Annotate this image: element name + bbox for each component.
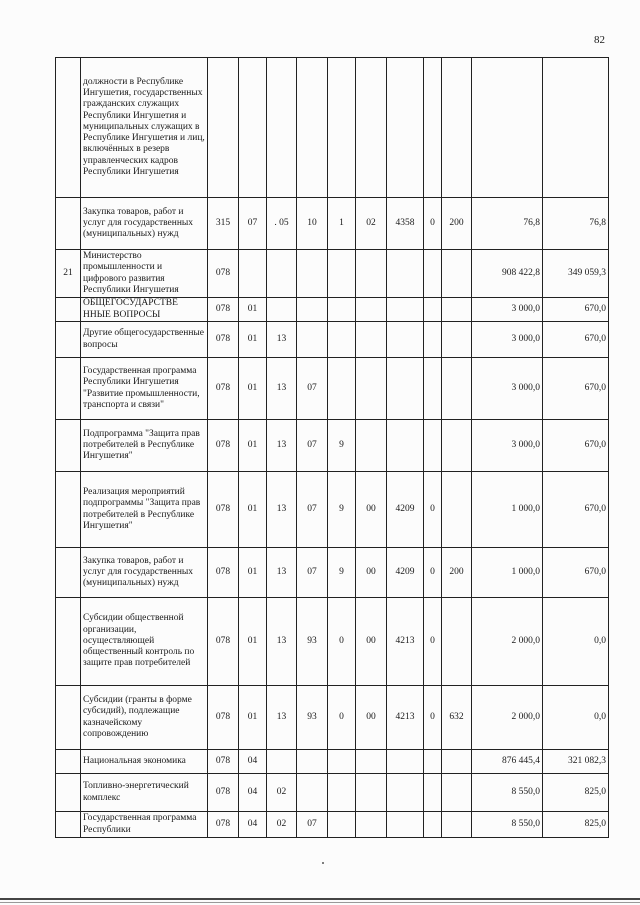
code-vr: [442, 420, 472, 472]
amount-2: [543, 58, 609, 198]
code-cs-3: [356, 358, 387, 420]
item-name: Другие общегосударственные вопросы: [81, 322, 208, 358]
code-cs-4: [387, 250, 424, 298]
code-vr: [442, 598, 472, 686]
row-number: [56, 420, 81, 472]
table-row: [56, 420, 609, 472]
code-cs-1: 07: [297, 548, 328, 598]
item-name: ОБЩЕГОСУДАРСТВЕ ННЫЕ ВОПРОСЫ: [81, 298, 208, 322]
amount-2: 670,0: [543, 472, 609, 548]
table-row: [56, 298, 609, 322]
amount-1: 3 000,0: [472, 420, 543, 472]
code-pr: 13: [267, 322, 297, 358]
code-vr: [442, 812, 472, 838]
code-cs-2: 0: [328, 686, 356, 750]
code-pr: [267, 58, 297, 198]
code-cs-5: [424, 750, 442, 774]
code-vr: [442, 322, 472, 358]
code-rz: 01: [239, 598, 267, 686]
code-cs-4: 4213: [387, 686, 424, 750]
table-row: [56, 812, 609, 838]
amount-2: 321 082,3: [543, 750, 609, 774]
code-cs-5: [424, 420, 442, 472]
code-cs-4: [387, 298, 424, 322]
code-gr: [208, 58, 239, 198]
table-row: [56, 58, 609, 198]
code-cs-1: 07: [297, 420, 328, 472]
code-cs-5: 0: [424, 598, 442, 686]
code-cs-3: 00: [356, 548, 387, 598]
code-cs-2: [328, 750, 356, 774]
code-cs-4: [387, 358, 424, 420]
code-cs-4: [387, 420, 424, 472]
code-cs-4: 4358: [387, 198, 424, 250]
code-gr: 078: [208, 598, 239, 686]
row-number: [56, 322, 81, 358]
budget-table: [55, 57, 609, 838]
code-cs-1: [297, 298, 328, 322]
scan-edge-line-2: [0, 902, 640, 903]
code-gr: 078: [208, 472, 239, 548]
table-row: [56, 198, 609, 250]
code-cs-3: [356, 250, 387, 298]
row-number: [56, 198, 81, 250]
code-rz: 04: [239, 774, 267, 812]
code-gr: 078: [208, 686, 239, 750]
table-row: [56, 686, 609, 750]
code-cs-5: [424, 774, 442, 812]
row-number: [56, 298, 81, 322]
item-name: Топливно-энергетический комплекс: [81, 774, 208, 812]
row-number: [56, 358, 81, 420]
amount-2: 670,0: [543, 358, 609, 420]
code-cs-4: [387, 322, 424, 358]
code-cs-2: [328, 358, 356, 420]
code-pr: 13: [267, 472, 297, 548]
code-cs-5: 0: [424, 472, 442, 548]
code-cs-1: 07: [297, 472, 328, 548]
item-name: Министерство промышленности и цифрового развития Республики Ингушетия: [81, 250, 208, 298]
code-cs-3: [356, 322, 387, 358]
code-vr: [442, 58, 472, 198]
code-gr: 078: [208, 358, 239, 420]
code-rz: 01: [239, 322, 267, 358]
table-row: [56, 472, 609, 548]
table-row: [56, 598, 609, 686]
amount-1: 1 000,0: [472, 472, 543, 548]
amount-2: 0,0: [543, 598, 609, 686]
code-pr: 02: [267, 774, 297, 812]
code-cs-1: [297, 322, 328, 358]
code-rz: [239, 250, 267, 298]
code-cs-5: [424, 250, 442, 298]
code-rz: 01: [239, 358, 267, 420]
code-vr: 200: [442, 198, 472, 250]
code-pr: 13: [267, 358, 297, 420]
table-row: [56, 750, 609, 774]
amount-1: 8 550,0: [472, 774, 543, 812]
code-vr: [442, 750, 472, 774]
code-rz: 04: [239, 812, 267, 838]
code-cs-1: [297, 58, 328, 198]
code-vr: [442, 358, 472, 420]
code-gr: 078: [208, 420, 239, 472]
code-gr: 078: [208, 250, 239, 298]
code-cs-1: 07: [297, 358, 328, 420]
code-cs-3: [356, 58, 387, 198]
code-cs-3: 00: [356, 472, 387, 548]
table-row: [56, 774, 609, 812]
amount-1: 876 445,4: [472, 750, 543, 774]
row-number: [56, 686, 81, 750]
code-gr: 078: [208, 548, 239, 598]
row-number: 21: [56, 250, 81, 298]
code-cs-3: [356, 298, 387, 322]
amount-2: 76,8: [543, 198, 609, 250]
code-cs-5: [424, 322, 442, 358]
code-cs-4: [387, 58, 424, 198]
table-row: [56, 322, 609, 358]
amount-1: 2 000,0: [472, 686, 543, 750]
code-rz: 04: [239, 750, 267, 774]
amount-1: 3 000,0: [472, 358, 543, 420]
code-pr: 13: [267, 686, 297, 750]
amount-2: 349 059,3: [543, 250, 609, 298]
row-number: [56, 774, 81, 812]
code-cs-4: 4209: [387, 472, 424, 548]
amount-2: 670,0: [543, 420, 609, 472]
code-gr: 315: [208, 198, 239, 250]
code-cs-2: [328, 322, 356, 358]
code-pr: 02: [267, 812, 297, 838]
item-name: Реализация мероприятий подпрограммы "Защита прав потребителей в Республике Ингушетия": [81, 472, 208, 548]
code-pr: 13: [267, 548, 297, 598]
code-cs-1: [297, 774, 328, 812]
page-number: 82: [594, 34, 605, 46]
scan-speck: [322, 862, 324, 864]
item-name: Государственная программа Республики Ингушетия "Развитие промышленности, транспорта и связи": [81, 358, 208, 420]
code-rz: 01: [239, 472, 267, 548]
code-cs-2: 9: [328, 420, 356, 472]
code-gr: 078: [208, 750, 239, 774]
code-cs-5: 0: [424, 548, 442, 598]
code-cs-5: [424, 58, 442, 198]
code-cs-2: 1: [328, 198, 356, 250]
code-cs-5: 0: [424, 686, 442, 750]
code-rz: 07: [239, 198, 267, 250]
scan-edge-line: [0, 898, 640, 900]
item-name: Закупка товаров, работ и услуг для государственных (муниципальных) нужд: [81, 198, 208, 250]
amount-1: 3 000,0: [472, 298, 543, 322]
code-rz: 01: [239, 298, 267, 322]
code-pr: . 05: [267, 198, 297, 250]
code-cs-2: [328, 250, 356, 298]
code-cs-1: 93: [297, 598, 328, 686]
amount-2: 670,0: [543, 548, 609, 598]
code-cs-4: [387, 750, 424, 774]
item-name: должности в Республике Ингушетия, государственных гражданских служащих Республики Ингушетия и муниципальных служащих в Республике Ингушетия и лиц, включённых в резерв управленческих кадров Республики Ингушетия: [81, 58, 208, 198]
code-cs-3: [356, 774, 387, 812]
amount-2: 670,0: [543, 298, 609, 322]
code-cs-2: [328, 58, 356, 198]
item-name: Субсидии общественной организации, осуществляющей общественный контроль по защите прав потребителей: [81, 598, 208, 686]
row-number: [56, 472, 81, 548]
amount-1: 1 000,0: [472, 548, 543, 598]
code-cs-3: [356, 750, 387, 774]
code-pr: 13: [267, 598, 297, 686]
row-number: [56, 548, 81, 598]
item-name: Закупка товаров, работ и услуг для государственных (муниципальных) нужд: [81, 548, 208, 598]
code-pr: 13: [267, 420, 297, 472]
code-gr: 078: [208, 298, 239, 322]
code-cs-1: 10: [297, 198, 328, 250]
code-cs-3: [356, 812, 387, 838]
amount-1: 908 422,8: [472, 250, 543, 298]
amount-1: [472, 58, 543, 198]
row-number: [56, 750, 81, 774]
code-cs-4: 4213: [387, 598, 424, 686]
code-cs-1: [297, 750, 328, 774]
code-cs-4: 4209: [387, 548, 424, 598]
code-cs-2: [328, 812, 356, 838]
code-pr: [267, 750, 297, 774]
row-number: [56, 58, 81, 198]
code-cs-3: [356, 420, 387, 472]
code-vr: [442, 774, 472, 812]
amount-2: 670,0: [543, 322, 609, 358]
code-cs-3: 02: [356, 198, 387, 250]
code-vr: [442, 250, 472, 298]
item-name: Государственная программа Республики: [81, 812, 208, 838]
code-cs-3: 00: [356, 686, 387, 750]
amount-1: 2 000,0: [472, 598, 543, 686]
code-cs-4: [387, 774, 424, 812]
row-number: [56, 598, 81, 686]
code-vr: [442, 472, 472, 548]
code-gr: 078: [208, 774, 239, 812]
code-rz: 01: [239, 686, 267, 750]
code-cs-3: 00: [356, 598, 387, 686]
code-cs-5: 0: [424, 198, 442, 250]
code-cs-5: [424, 812, 442, 838]
code-pr: [267, 250, 297, 298]
code-cs-1: 93: [297, 686, 328, 750]
code-vr: 200: [442, 548, 472, 598]
code-vr: [442, 298, 472, 322]
item-name: Подпрограмма "Защита прав потребителей в Республике Ингушетия": [81, 420, 208, 472]
code-cs-4: [387, 812, 424, 838]
code-vr: 632: [442, 686, 472, 750]
code-cs-1: [297, 250, 328, 298]
code-cs-1: 07: [297, 812, 328, 838]
code-rz: [239, 58, 267, 198]
amount-2: 825,0: [543, 774, 609, 812]
code-cs-2: 9: [328, 548, 356, 598]
table-row: [56, 358, 609, 420]
code-cs-2: [328, 298, 356, 322]
item-name: Национальная экономика: [81, 750, 208, 774]
code-cs-2: 9: [328, 472, 356, 548]
table-row: [56, 250, 609, 298]
amount-1: 3 000,0: [472, 322, 543, 358]
code-rz: 01: [239, 548, 267, 598]
row-number: [56, 812, 81, 838]
code-gr: 078: [208, 322, 239, 358]
code-cs-5: [424, 358, 442, 420]
code-rz: 01: [239, 420, 267, 472]
item-name: Субсидии (гранты в форме субсидий), подлежащие казначейскому сопровождению: [81, 686, 208, 750]
table-row: [56, 548, 609, 598]
code-cs-2: [328, 774, 356, 812]
code-gr: 078: [208, 812, 239, 838]
amount-1: 76,8: [472, 198, 543, 250]
amount-1: 8 550,0: [472, 812, 543, 838]
amount-2: 825,0: [543, 812, 609, 838]
amount-2: 0,0: [543, 686, 609, 750]
code-pr: [267, 298, 297, 322]
code-cs-2: 0: [328, 598, 356, 686]
code-cs-5: [424, 298, 442, 322]
